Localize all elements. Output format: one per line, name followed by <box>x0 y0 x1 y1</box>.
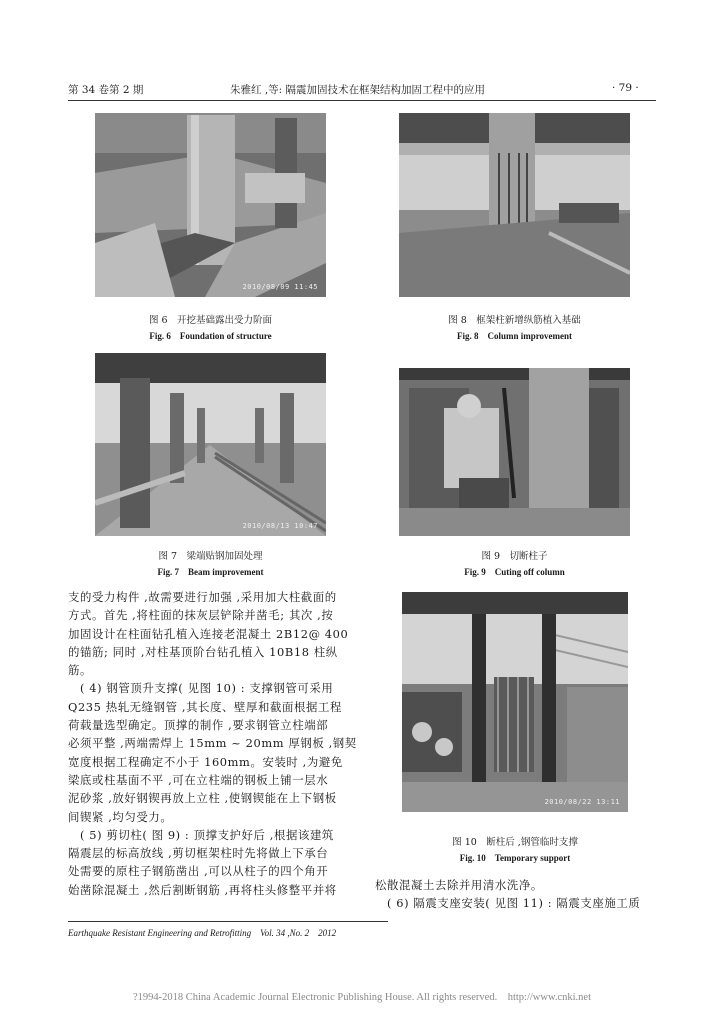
fig9-photo <box>399 368 630 536</box>
running-title: 朱雅红 ,等: 隔震加固技术在框架结构加固工程中的应用 <box>230 84 486 96</box>
line-6: ( 4) 钢管顶升支撑( 见图 10) : 支撑钢管可采用 <box>68 681 334 696</box>
line-5: 筋。 <box>68 663 92 678</box>
copyright-notice: ?1994-2018 China Academic Journal Electronic Publishing House. All rights reserved. http://www.cnki.net <box>132 992 592 1003</box>
journal-footer: Earthquake Resistant Engineering and Retrofitting Vol. 34 ,No. 2 2012 <box>68 928 337 938</box>
line-14: ( 5) 剪切柱( 图 9) : 顶撑支护好后 ,根据该建筑 <box>68 827 334 842</box>
line-11: 梁底或柱基面不平 ,可在立柱端的钢板上铺一层水 <box>68 772 329 787</box>
fig6-timestamp: 2010/08/09 11:45 <box>242 283 318 291</box>
line-4: 的锚筋; 同时 ,对柱基顶阶台钻孔植入 10B18 柱纵 <box>68 644 338 659</box>
header-rule <box>68 100 656 101</box>
line-3: 加固设计在柱面钻孔植入连接老混凝土 2B12@ 400 <box>68 626 349 641</box>
fig10-caption-en: Fig. 10 Temporary support <box>459 853 571 863</box>
fig6-caption-cn: 图 6 开挖基础露出受力阶面 <box>148 315 273 326</box>
fig10-caption-cn: 图 10 断柱后 ,钢管临时支撑 <box>452 837 578 848</box>
fig10-timestamp: 2010/08/22 13:11 <box>544 798 620 806</box>
line-9: 必须平整 ,两端需焊上 15mm ~ 20mm 厚钢板 ,钢契 <box>68 736 357 751</box>
page-number: · 79 · <box>612 82 639 94</box>
fig7-timestamp: 2010/08/13 10:47 <box>242 522 318 530</box>
journal-issue: 第 34 卷第 2 期 <box>68 84 144 96</box>
fig8-photo <box>399 113 630 297</box>
right-line-2: ( 6) 隔震支座安装( 见图 11) : 隔震支座施工质 <box>375 896 641 911</box>
line-7: Q235 热轧无缝钢管 ,其长度、壁厚和截面根据工程 <box>68 699 342 714</box>
right-line-1: 松散混凝土去除并用清水洗净。 <box>375 878 543 892</box>
fig6-caption-en: Fig. 6 Foundation of structure <box>149 331 272 341</box>
line-10: 宽度根据工程确定不小于 160mm。安装时 ,为避免 <box>68 754 343 769</box>
fig6-photo <box>95 113 326 297</box>
fig7-caption-cn: 图 7 梁端贴钢加固处理 <box>158 551 263 562</box>
line-8: 荷载量选型确定。顶撑的制作 ,要求钢管立柱端部 <box>68 718 329 733</box>
footer-rule <box>68 921 388 922</box>
line-16: 处需要的原柱子钢筋凿出 ,可以从柱子的四个角开 <box>68 864 329 879</box>
line-12: 泥砂浆 ,放好钢锲再放上立柱 ,使钢锲能在上下钢板 <box>68 791 337 806</box>
line-15: 隔震层的标高放线 ,剪切框架柱时先将做上下承台 <box>68 846 329 861</box>
fig9-caption-cn: 图 9 切断柱子 <box>481 551 548 562</box>
fig9-caption-en: Fig. 9 Cuting off column <box>464 567 565 577</box>
fig7-caption-en: Fig. 7 Beam improvement <box>157 567 264 577</box>
right-column-text <box>375 876 640 913</box>
line-17: 始凿除混凝土 ,然后割断钢筋 ,再将柱头修整平并将 <box>68 882 337 897</box>
line-1: 支的受力构件 ,故需要进行加强 ,采用加大柱截面的 <box>68 590 337 604</box>
fig10-photo <box>402 592 628 812</box>
fig8-caption-cn: 图 8 框架柱新增纵筋植入基础 <box>448 315 581 326</box>
left-column-text <box>68 588 357 899</box>
fig7-photo <box>95 353 326 536</box>
line-13: 间锲紧 ,均匀受力。 <box>68 809 173 824</box>
fig8-caption-en: Fig. 8 Column improvement <box>456 331 573 341</box>
line-2: 方式。首先 ,将柱面的抹灰层铲除并凿毛; 其次 ,按 <box>68 608 334 623</box>
